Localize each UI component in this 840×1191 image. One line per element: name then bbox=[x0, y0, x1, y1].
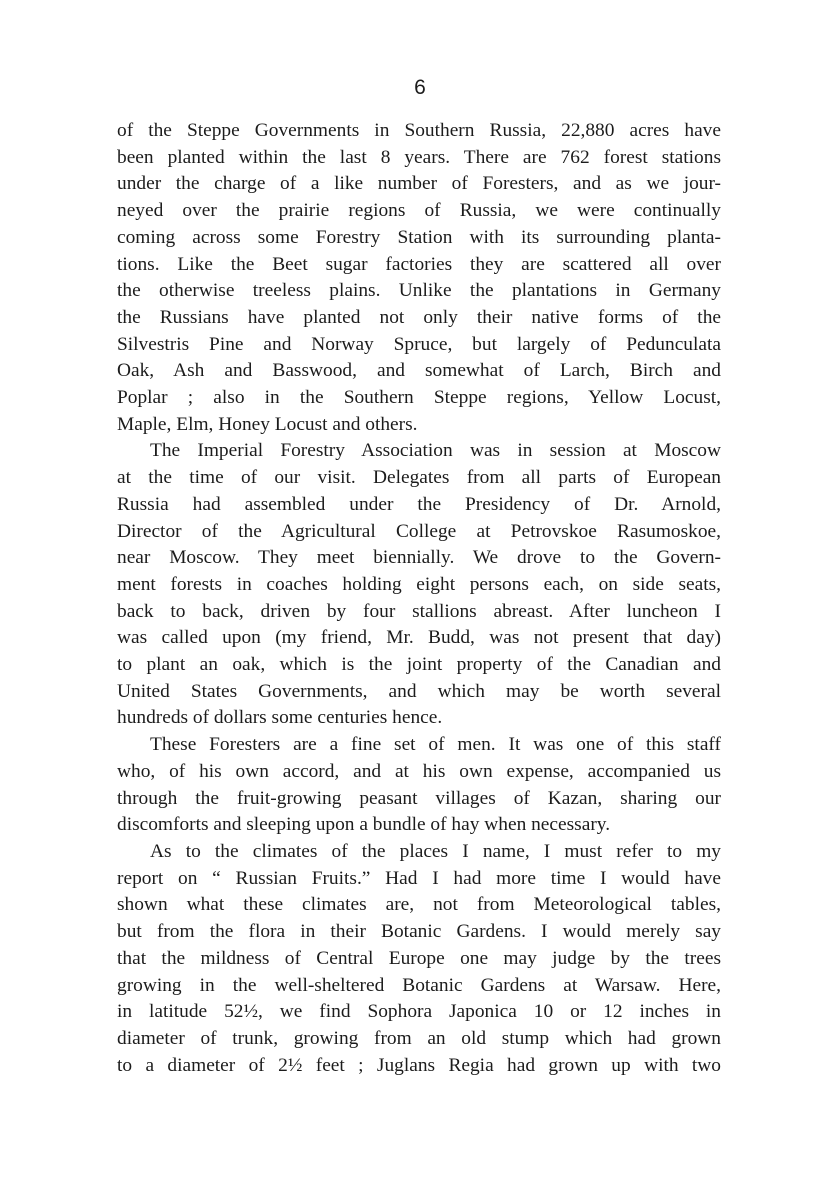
text-line: Russia had assembled under the Presidency of Dr. Arnold, bbox=[117, 493, 721, 515]
text-line: tions. Like the Beet sugar factories they are scattered all over bbox=[117, 253, 721, 275]
text-line: the Russians have planted not only their native forms of the bbox=[117, 306, 721, 328]
text-line: been planted within the last 8 years. There are 762 forest stations bbox=[117, 146, 721, 168]
page-number: 6 bbox=[414, 76, 426, 99]
paragraph bbox=[117, 438, 721, 732]
text-line: report on “ Russian Fruits.” Had I had more time I would have bbox=[117, 867, 721, 889]
text-line: ment forests in coaches holding eight persons each, on side seats, bbox=[117, 573, 721, 595]
text-line: These Foresters are a fine set of men. It was one of this staff bbox=[150, 734, 721, 756]
text-line: discomforts and sleeping upon a bundle of hay when necessary. bbox=[117, 814, 611, 836]
text-line: Maple, Elm, Honey Locust and others. bbox=[117, 413, 418, 435]
text-line: in latitude 52½, we find Sophora Japonica 10 or 12 inches in bbox=[117, 1001, 721, 1023]
text-line: at the time of our visit. Delegates from all parts of European bbox=[117, 467, 721, 489]
text-line: United States Governments, and which may be worth several bbox=[117, 680, 721, 702]
text-line: Oak, Ash and Basswood, and somewhat of Larch, Birch and bbox=[117, 360, 721, 382]
text-line: through the fruit-growing peasant villages of Kazan, sharing our bbox=[117, 787, 721, 809]
text-line: neyed over the prairie regions of Russia, we were continually bbox=[117, 200, 721, 222]
text-line: back to back, driven by four stallions abreast. After luncheon I bbox=[117, 600, 721, 622]
text-line: but from the flora in their Botanic Gardens. I would merely say bbox=[117, 921, 721, 943]
paragraph bbox=[117, 839, 721, 1079]
text-line: Poplar ; also in the Southern Steppe regions, Yellow Locust, bbox=[117, 387, 721, 409]
paragraph bbox=[117, 118, 721, 438]
text-line: to a diameter of 2½ feet ; Juglans Regia had grown up with two bbox=[117, 1054, 721, 1076]
body-text bbox=[117, 118, 721, 1079]
text-line: growing in the well-sheltered Botanic Gardens at Warsaw. Here, bbox=[117, 974, 721, 996]
text-line: that the mildness of Central Europe one may judge by the trees bbox=[117, 947, 721, 969]
text-line: under the charge of a like number of Foresters, and as we jour- bbox=[117, 173, 721, 195]
text-line: shown what these climates are, not from Meteorological tables, bbox=[117, 894, 721, 916]
text-line: was called upon (my friend, Mr. Budd, was not present that day) bbox=[117, 627, 721, 649]
text-line: Silvestris Pine and Norway Spruce, but largely of Pedunculata bbox=[117, 333, 721, 355]
text-line: to plant an oak, which is the joint property of the Canadian and bbox=[117, 654, 721, 676]
paragraph bbox=[117, 732, 721, 839]
text-line: As to the climates of the places I name, I must refer to my bbox=[150, 840, 721, 862]
text-line: diameter of trunk, growing from an old stump which had grown bbox=[117, 1027, 721, 1049]
text-line: Director of the Agricultural College at Petrovskoe Rasumoskoe, bbox=[117, 520, 721, 542]
text-line: coming across some Forestry Station with its surrounding planta- bbox=[117, 226, 721, 248]
text-line: the otherwise treeless plains. Unlike the plantations in Germany bbox=[117, 280, 721, 302]
text-line: who, of his own accord, and at his own expense, accompanied us bbox=[117, 760, 721, 782]
text-line: of the Steppe Governments in Southern Russia, 22,880 acres have bbox=[117, 120, 721, 141]
text-line: near Moscow. They meet biennially. We drove to the Govern- bbox=[117, 547, 721, 569]
text-line: The Imperial Forestry Association was in session at Moscow bbox=[150, 440, 721, 462]
text-line: hundreds of dollars some centuries hence. bbox=[117, 707, 443, 729]
